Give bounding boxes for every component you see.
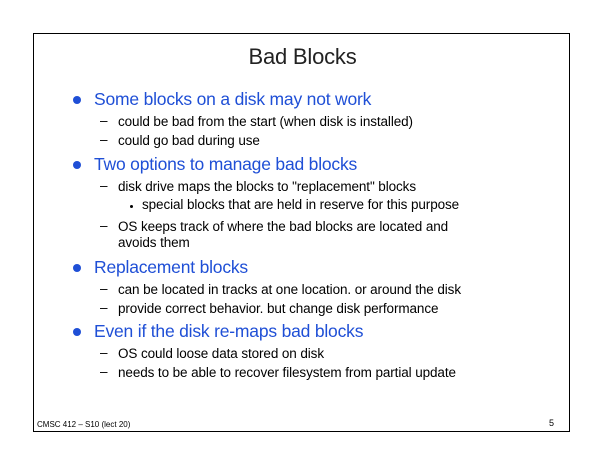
dash-marker: –: [100, 218, 108, 233]
sub-bullet-item: disk drive maps the blocks to "replacement" blocks: [118, 179, 416, 194]
sub-bullet-item: OS keeps track of where the bad blocks are located and: [118, 219, 449, 234]
dash-marker: –: [100, 364, 108, 379]
footer-course: CMSC 412 – S10 (lect 20): [37, 420, 131, 429]
sub-bullet-item-continuation: avoids them: [118, 235, 190, 250]
sub-bullet-item: could be bad from the start (when disk is installed): [118, 114, 413, 129]
sub-bullet-item: needs to be able to recover filesystem from partial update: [118, 365, 456, 380]
dash-marker: –: [100, 300, 108, 315]
sub-bullet-item: can be located in tracks at one location. or around the disk: [118, 282, 461, 297]
bullet-dot: [73, 264, 81, 272]
sub-sub-bullet-item: special blocks that are held in reserve for this purpose: [142, 197, 460, 212]
dash-marker: –: [100, 178, 108, 193]
bullet-dot: [73, 328, 81, 336]
sub-bullet-item: OS could loose data stored on disk: [118, 346, 324, 361]
dash-marker: –: [100, 132, 108, 147]
bullet-dot: [73, 161, 81, 169]
page-number: 5: [549, 418, 555, 428]
sub-bullet-item: provide correct behavior. but change disk performance: [118, 301, 439, 316]
slide-title: Bad Blocks: [248, 44, 357, 69]
sub-sub-bullet-dot: [130, 205, 133, 208]
bullet-item: Two options to manage bad blocks: [94, 154, 358, 174]
bullet-dot: [73, 96, 81, 104]
bullet-item: Replacement blocks: [94, 257, 248, 277]
dash-marker: –: [100, 281, 108, 296]
bullet-item: Even if the disk re-maps bad blocks: [94, 321, 364, 341]
bullet-item: Some blocks on a disk may not work: [94, 89, 372, 109]
dash-marker: –: [100, 113, 108, 128]
dash-marker: –: [100, 345, 108, 360]
sub-bullet-item: could go bad during use: [118, 133, 260, 148]
